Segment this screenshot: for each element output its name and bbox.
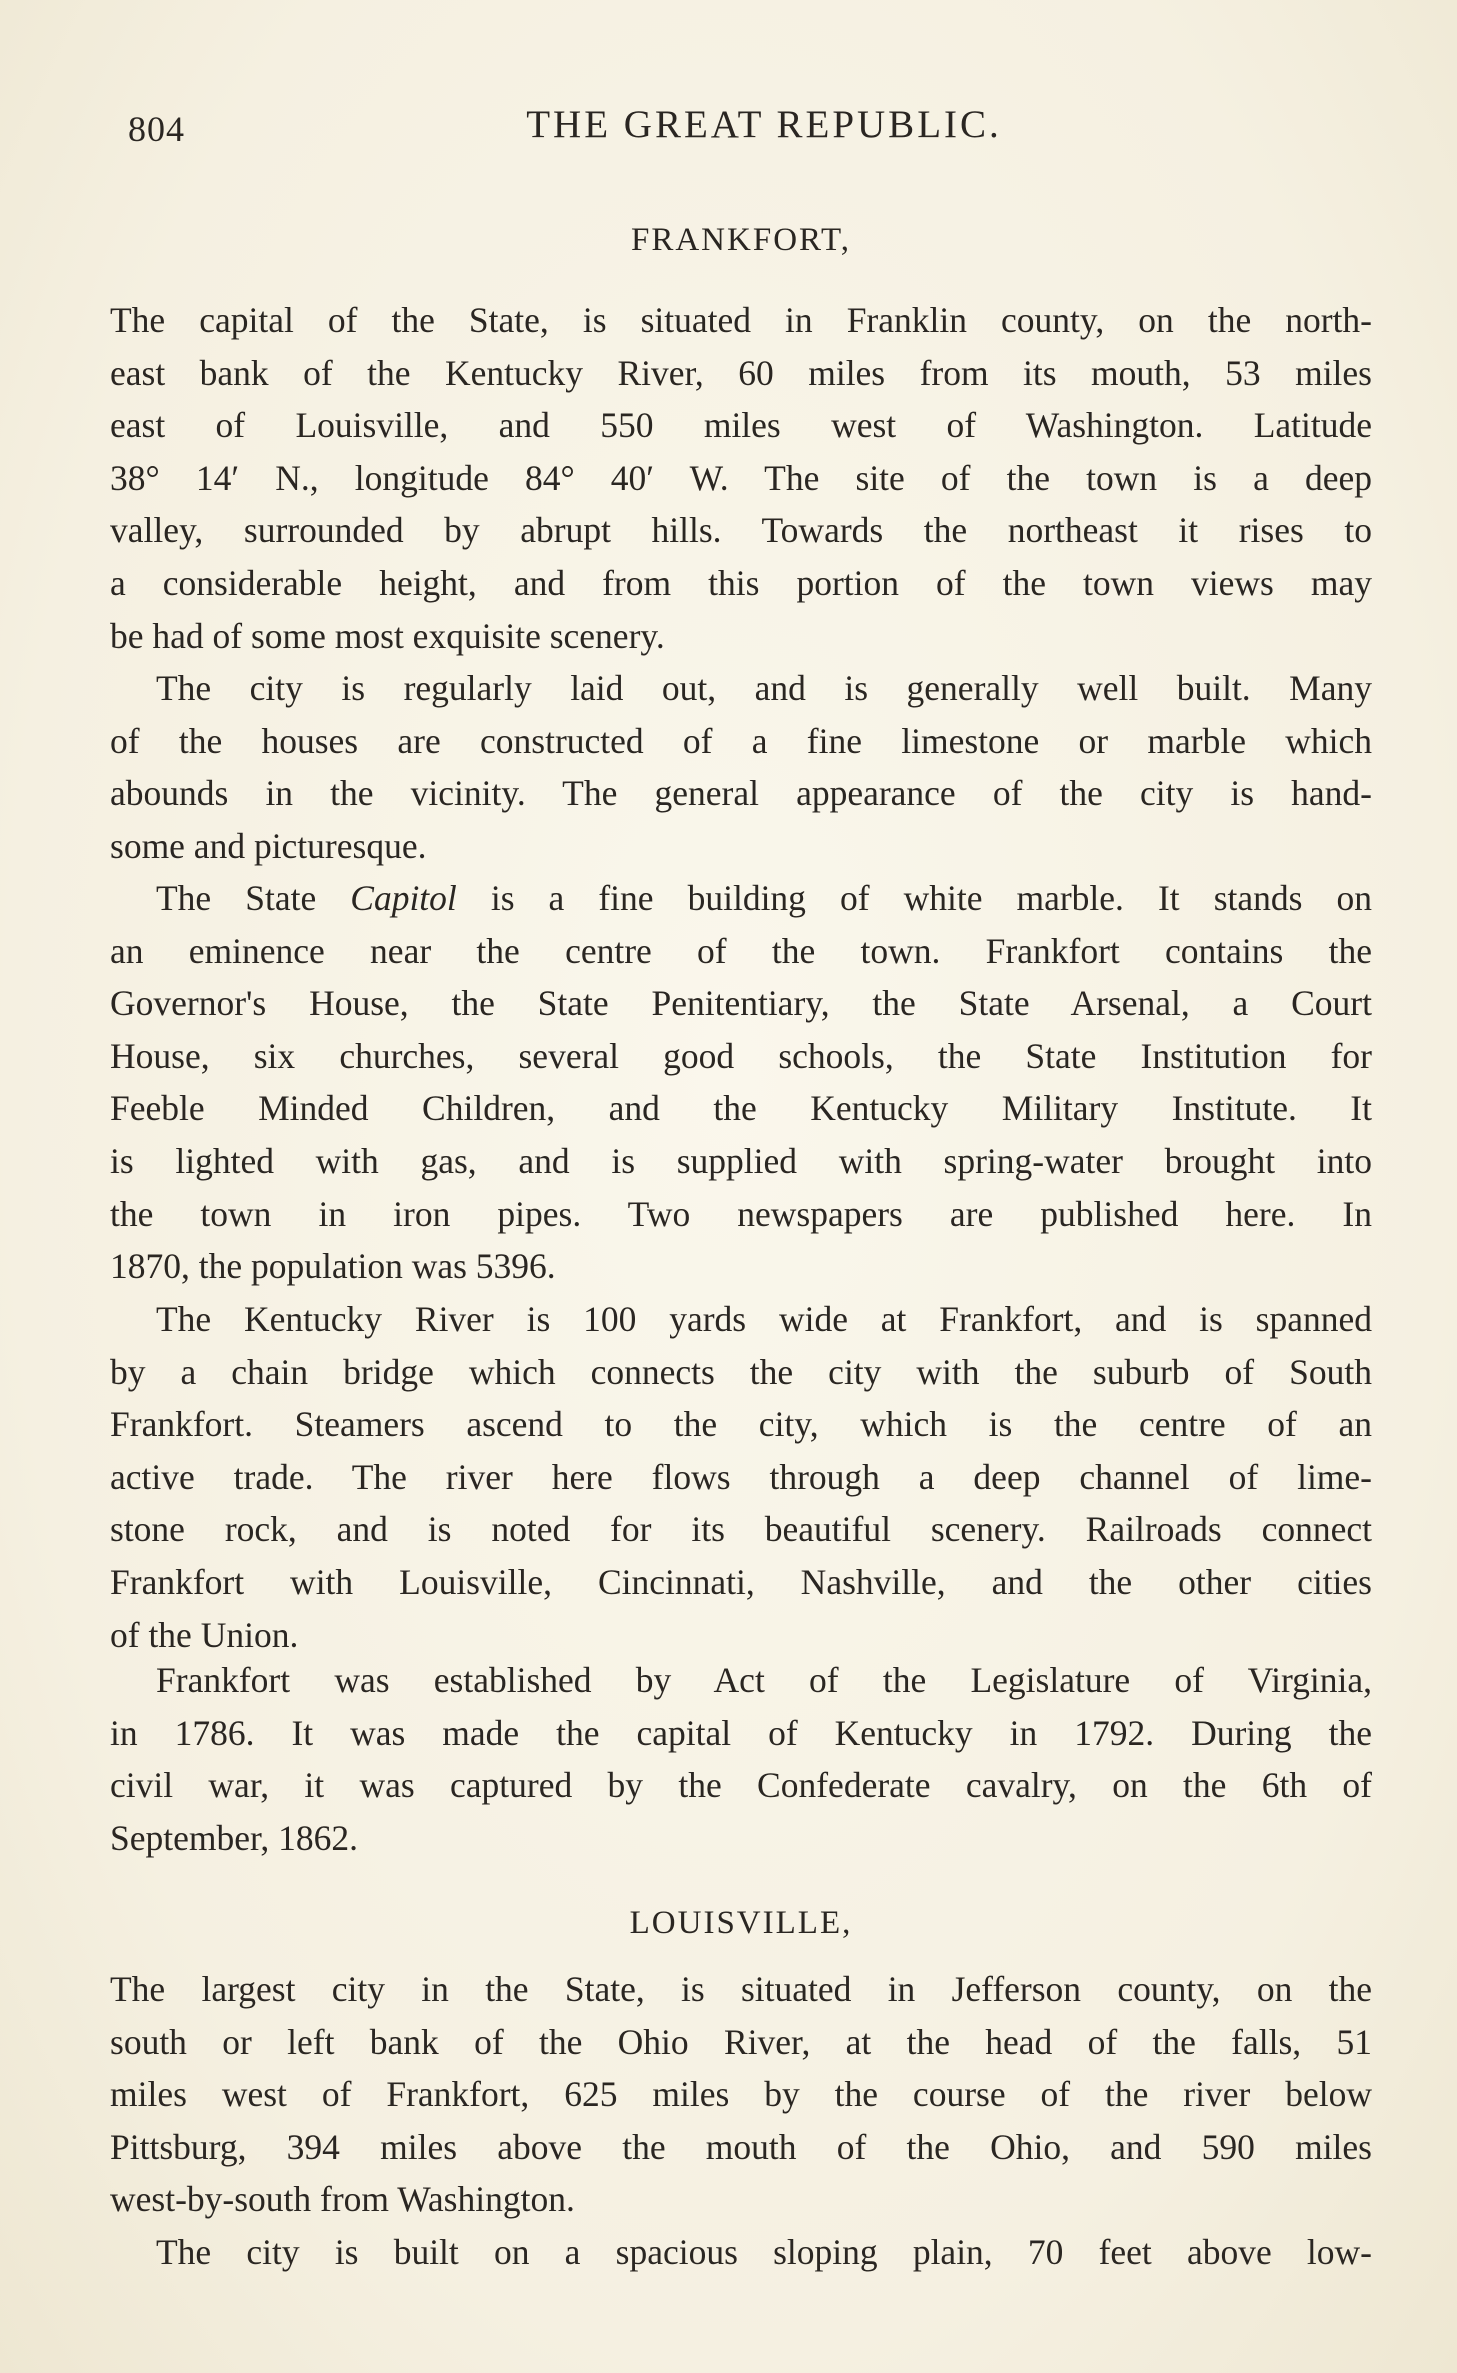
- paragraph-louisville-location: [110, 1963, 1372, 2226]
- section-heading-louisville: LOUISVILLE,: [629, 1905, 853, 1941]
- text-line: The Kentucky River is 100 yards wide at Frankfort, and is spanned: [156, 1299, 1372, 1339]
- text-run: The State: [156, 878, 351, 918]
- text-line: of the houses are constructed of a fine limestone or marble which: [110, 720, 1372, 761]
- paragraph-louisville-site: [110, 2226, 1372, 2279]
- text-line: a considerable height, and from this portion of the town views may: [110, 562, 1372, 603]
- text-line-with-italic: [110, 872, 1372, 925]
- text-line: 1870, the population was 5396.: [110, 1246, 556, 1287]
- paragraph-kentucky-river: [110, 1293, 1372, 1661]
- text-line: valley, surrounded by abrupt hills. Towards the northeast it rises to: [110, 510, 1372, 551]
- text-line: of the Union.: [110, 1614, 299, 1655]
- text-line: south or left bank of the Ohio River, at the head of the falls, 51: [110, 2021, 1372, 2062]
- text-line: east bank of the Kentucky River, 60 miles from its mouth, 53 miles: [110, 352, 1372, 393]
- text-line: west-by-south from Washington.: [110, 2179, 575, 2220]
- text-line: The city is built on a spacious sloping plain, 70 feet above low-: [156, 2232, 1372, 2272]
- text-line: is lighted with gas, and is supplied with spring-water brought into: [110, 1140, 1372, 1181]
- running-title: THE GREAT REPUBLIC.: [526, 103, 1002, 146]
- text-line: by a chain bridge which connects the city with the suburb of South: [110, 1351, 1372, 1392]
- text-line: civil war, it was captured by the Confederate cavalry, on the 6th of: [110, 1765, 1372, 1806]
- text-line: in 1786. It was made the capital of Kentucky in 1792. During the: [110, 1712, 1372, 1753]
- text-line: The city is regularly laid out, and is generally well built. Many: [156, 668, 1372, 708]
- text-line: abounds in the vicinity. The general appearance of the city is hand-: [110, 773, 1372, 814]
- text-line: Pittsburg, 394 miles above the mouth of the Ohio, and 590 miles: [110, 2126, 1372, 2167]
- text-line: miles west of Frankfort, 625 miles by the course of the river below: [110, 2074, 1372, 2115]
- text-line: Frankfort. Steamers ascend to the city, which is the centre of an: [110, 1404, 1372, 1445]
- text-line: active trade. The river here flows through a deep channel of lime-: [110, 1456, 1372, 1497]
- text-run: is a fine building of white marble. It stands on: [456, 878, 1372, 918]
- paragraph-frankfort-capitol: [110, 872, 1372, 1293]
- text-line: 38° 14′ N., longitude 84° 40′ W. The site of the town is a deep: [110, 457, 1372, 498]
- text-line: an eminence near the centre of the town. Frankfort contains the: [110, 930, 1372, 971]
- text-line: some and picturesque.: [110, 825, 427, 866]
- running-head: [128, 102, 1400, 152]
- text-line: be had of some most exquisite scenery.: [110, 615, 665, 656]
- page-number: 804: [128, 109, 185, 149]
- text-line: Frankfort with Louisville, Cincinnati, Nashville, and the other cities: [110, 1561, 1372, 1602]
- italic-term-capitol: Capitol: [350, 878, 457, 918]
- section-heading-frankfort: FRANKFORT,: [630, 222, 852, 258]
- paragraph-frankfort-location: [110, 294, 1372, 662]
- text-line: Feeble Minded Children, and the Kentucky Military Institute. It: [110, 1088, 1372, 1129]
- text-line: The capital of the State, is situated in Franklin county, on the north-: [110, 300, 1372, 340]
- paragraph-frankfort-layout: [110, 662, 1372, 872]
- text-line: House, six churches, several good schools, the State Institution for: [110, 1035, 1372, 1076]
- text-line: Frankfort was established by Act of the Legislature of Virginia,: [156, 1660, 1372, 1700]
- text-line: east of Louisville, and 550 miles west of Washington. Latitude: [110, 405, 1372, 446]
- text-line: The largest city in the State, is situated in Jefferson county, on the: [110, 1969, 1372, 2009]
- text-line: Governor's House, the State Penitentiary, the State Arsenal, a Court: [110, 983, 1372, 1024]
- text-line: the town in iron pipes. Two newspapers are published here. In: [110, 1193, 1372, 1234]
- paragraph-frankfort-history: [110, 1654, 1372, 1864]
- text-line: stone rock, and is noted for its beautiful scenery. Railroads connect: [110, 1509, 1372, 1550]
- text-line: September, 1862.: [110, 1817, 359, 1858]
